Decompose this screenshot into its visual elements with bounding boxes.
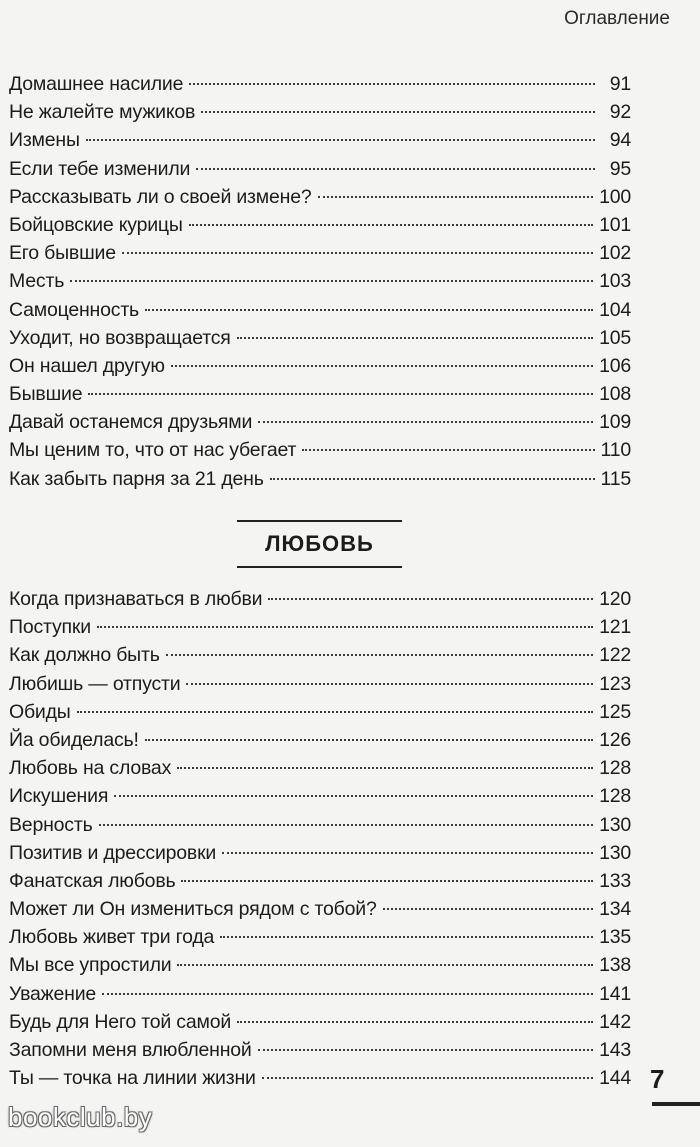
toc-entry-title: Йа обиделась! xyxy=(9,728,139,751)
toc-entry xyxy=(9,754,631,782)
toc-dot-leader xyxy=(201,111,595,113)
toc-entry xyxy=(9,867,631,895)
toc-entry-page: 144 xyxy=(599,1067,631,1090)
toc-dot-leader xyxy=(222,852,593,854)
toc-dot-leader xyxy=(258,421,593,423)
watermark: bookclub.by xyxy=(8,1102,153,1132)
toc-entry-page: 122 xyxy=(599,644,631,667)
toc-entry-title: Как должно быть xyxy=(9,644,160,667)
toc-entry-title: Самоценность xyxy=(9,298,140,321)
toc-entry xyxy=(9,782,631,810)
toc-entry-title: Как забыть парня за 21 день xyxy=(9,467,264,490)
toc-entry-page: 106 xyxy=(599,354,631,377)
toc-dot-leader xyxy=(237,337,593,339)
toc-entry-page: 109 xyxy=(599,411,631,434)
toc-entry-title: Бывшие xyxy=(9,383,83,406)
toc-entry-page: 91 xyxy=(609,73,631,95)
toc-dot-leader xyxy=(122,252,593,254)
section-rule-bottom xyxy=(237,566,402,568)
toc-entry xyxy=(9,70,631,98)
toc-entry xyxy=(9,380,631,408)
toc-dot-leader xyxy=(145,739,593,741)
toc-dot-leader xyxy=(181,880,593,882)
toc-dot-leader xyxy=(102,993,593,995)
toc-entry xyxy=(9,267,631,295)
toc-entry-page: 143 xyxy=(599,1039,631,1061)
toc-entry-page: 94 xyxy=(609,129,631,152)
toc-entry-page: 95 xyxy=(609,157,631,180)
running-header: Оглавление xyxy=(564,8,670,29)
toc-entry xyxy=(9,126,631,154)
toc-dot-leader xyxy=(99,824,594,826)
toc-entry-page: 103 xyxy=(599,270,631,293)
toc-dot-leader xyxy=(302,449,594,451)
section-heading xyxy=(237,520,402,568)
toc-entry-title: Домашнее насилие xyxy=(9,73,184,95)
toc-entry-page: 92 xyxy=(609,101,631,124)
toc-entry xyxy=(9,726,631,754)
toc-dot-leader xyxy=(166,654,593,656)
toc-entry xyxy=(9,698,631,726)
toc-entry xyxy=(9,1064,631,1092)
toc-entry-title: Обиды xyxy=(9,700,71,723)
toc-entry-title: Любишь — отпусти xyxy=(9,672,181,695)
toc-entry-title: Ты — точка на линии жизни xyxy=(9,1067,256,1090)
toc-entry-title: Будь для Него той самой xyxy=(9,1010,232,1033)
toc-entry-title: Уважение xyxy=(9,982,97,1005)
toc-entry xyxy=(9,670,631,698)
toc-entry-page: 141 xyxy=(599,982,631,1005)
toc-list-part-2 xyxy=(9,585,631,1092)
toc-entry-page: 121 xyxy=(599,616,631,639)
toc-entry-title: Мы ценим то, что от нас убегает xyxy=(9,439,297,462)
toc-entry xyxy=(9,641,631,669)
toc-dot-leader xyxy=(145,309,593,311)
toc-entry xyxy=(9,324,631,352)
toc-entry-page: 108 xyxy=(599,383,631,406)
toc-entry-title: Рассказывать ли о своей измене? xyxy=(9,185,312,208)
toc-entry-title: Месть xyxy=(9,270,65,293)
toc-entry-title: Не жалейте мужиков xyxy=(9,101,196,124)
toc-entry-page: 102 xyxy=(599,242,631,265)
toc-dot-leader xyxy=(171,365,593,367)
toc-dot-leader xyxy=(196,168,595,170)
toc-entry-page: 128 xyxy=(599,757,631,780)
toc-entry-title: Когда признаваться в любви xyxy=(9,588,263,610)
toc-dot-leader xyxy=(70,280,593,282)
toc-entry-title: Его бывшие xyxy=(9,242,116,265)
toc-entry-page: 101 xyxy=(599,213,631,236)
toc-dot-leader xyxy=(97,626,593,628)
toc-entry-page: 130 xyxy=(599,813,631,836)
toc-entry-title: Уходит, но возвращается xyxy=(9,326,231,349)
toc-entry xyxy=(9,895,631,923)
toc-entry xyxy=(9,980,631,1008)
toc-entry-page: 138 xyxy=(599,954,631,977)
toc-list-part-1 xyxy=(9,70,631,493)
toc-entry-page: 123 xyxy=(599,672,631,695)
toc-entry-page: 120 xyxy=(599,588,631,610)
toc-dot-leader xyxy=(114,795,593,797)
page-number: 7 xyxy=(650,1064,665,1094)
toc-entry-page: 125 xyxy=(599,700,631,723)
toc-entry xyxy=(9,1036,631,1064)
toc-entry xyxy=(9,408,631,436)
toc-entry-title: Может ли Он измениться рядом с тобой? xyxy=(9,898,377,921)
toc-entry-title: Поступки xyxy=(9,616,91,639)
toc-entry-title: Запомни меня влюбленной xyxy=(9,1039,252,1061)
toc-entry xyxy=(9,239,631,267)
toc-entry xyxy=(9,98,631,126)
toc-entry-title: Искушения xyxy=(9,785,109,808)
toc-dot-leader xyxy=(258,1049,593,1051)
toc-dot-leader xyxy=(186,683,593,685)
toc-entry-page: 135 xyxy=(599,926,631,949)
toc-dot-leader xyxy=(189,83,595,85)
toc-entry-title: Любовь на словах xyxy=(9,757,172,780)
toc-entry xyxy=(9,839,631,867)
toc-entry xyxy=(9,436,631,464)
toc-entry-title: Бойцовские курицы xyxy=(9,213,183,236)
toc-entry-page: 105 xyxy=(599,326,631,349)
toc-entry-page: 115 xyxy=(600,467,631,490)
toc-entry-page: 110 xyxy=(600,439,631,462)
toc-dot-leader xyxy=(177,767,593,769)
section-title: ЛЮБОВЬ xyxy=(265,531,374,556)
toc-entry xyxy=(9,296,631,324)
toc-dot-leader xyxy=(270,478,595,480)
toc-dot-leader xyxy=(88,393,593,395)
toc-dot-leader xyxy=(237,1021,593,1023)
toc-entry-page: 130 xyxy=(599,841,631,864)
toc-dot-leader xyxy=(189,224,593,226)
toc-entry-page: 126 xyxy=(599,728,631,751)
toc-entry xyxy=(9,613,631,641)
toc-dot-leader xyxy=(220,936,593,938)
toc-entry-title: Любовь живет три года xyxy=(9,926,215,949)
toc-entry-title: Он нашел другую xyxy=(9,354,165,377)
toc-entry-page: 100 xyxy=(599,185,631,208)
toc-dot-leader xyxy=(318,196,594,198)
toc-entry-title: Измены xyxy=(9,129,80,152)
toc-dot-leader xyxy=(177,964,593,966)
toc-dot-leader xyxy=(383,908,593,910)
toc-entry xyxy=(9,923,631,951)
toc-dot-leader xyxy=(86,139,595,141)
toc-entry xyxy=(9,951,631,979)
toc-entry-title: Позитив и дрессировки xyxy=(9,841,217,864)
toc-entry xyxy=(9,1008,631,1036)
toc-entry xyxy=(9,155,631,183)
toc-entry xyxy=(9,585,631,613)
toc-entry xyxy=(9,211,631,239)
toc-entry xyxy=(9,352,631,380)
toc-entry-title: Давай останемся друзьями xyxy=(9,411,253,434)
toc-entry-title: Мы все упростили xyxy=(9,954,172,977)
toc-entry-page: 134 xyxy=(599,898,631,921)
toc-entry-page: 142 xyxy=(599,1010,631,1033)
toc-entry-page: 133 xyxy=(599,869,631,892)
toc-entry xyxy=(9,183,631,211)
toc-entry xyxy=(9,811,631,839)
toc-dot-leader xyxy=(77,711,593,713)
toc-entry-title: Фанатская любовь xyxy=(9,869,176,892)
toc-dot-leader xyxy=(262,1077,593,1079)
toc-entry-page: 104 xyxy=(599,298,631,321)
toc-entry xyxy=(9,465,631,493)
toc-entry-page: 128 xyxy=(599,785,631,808)
page-number-rule xyxy=(652,1102,700,1106)
toc-dot-leader xyxy=(268,598,593,600)
toc-entry-title: Верность xyxy=(9,813,93,836)
toc-entry-title: Если тебе изменили xyxy=(9,157,191,180)
